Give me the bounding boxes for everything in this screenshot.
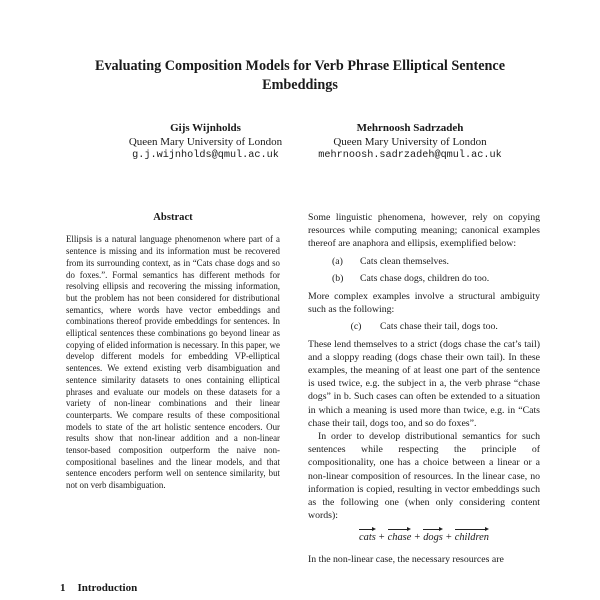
- paragraph: In order to develop distributional semantics for such sentences while respecting the principle of compositionality, one has a choice between a linear or a non-linear composition of resources. In the linear case, no information is copied, resulting in vector embeddings such as the following one (when only considering content words):: [308, 431, 540, 522]
- author-2: [296, 121, 524, 163]
- example-label: (c): [350, 321, 362, 333]
- author-affiliation: Queen Mary University of London: [333, 136, 487, 148]
- paragraph: Some linguistic phenomena, however, rely on copying resources while computing meaning; canonical examples thereof are anaphora and ellipsis, exemplified below:: [308, 212, 540, 250]
- left-column: [60, 212, 286, 492]
- paper-title: Evaluating Composition Models for Verb Phrase Elliptical Sentence Embeddings: [94, 58, 505, 93]
- plus-operator: +: [414, 532, 421, 544]
- paragraph: These lend themselves to a strict (dogs chase the cat’s tail) and a sloppy reading (dogs chase their own tail). In these examples, the meaning of at least one part of the sentence is used twice, e.g. the subject in a, the verb phrase “chase dogs” in b. Such cases can often be extended to a situation in which a meaning is used more than twice, e.g. in “Cats chase their tail, dogs too, and so do foxes”.: [308, 338, 540, 429]
- author-name: Mehrnoosh Sadrzadeh: [356, 122, 464, 134]
- example-label: (b): [332, 272, 344, 284]
- author-email: g.j.wijnholds@qmul.ac.uk: [132, 150, 279, 161]
- example-label: (a): [332, 255, 343, 267]
- author-email: mehrnoosh.sadrzadeh@qmul.ac.uk: [318, 150, 502, 161]
- example-text: Cats chase their tail, dogs too.: [380, 321, 498, 333]
- paragraph: In the non-linear case, the necessary resources are: [308, 553, 504, 565]
- vector-term: dogs: [423, 528, 443, 544]
- example-text: Cats chase dogs, children do too.: [360, 272, 490, 284]
- example-b: [332, 272, 540, 285]
- author-affiliation: Queen Mary University of London: [128, 136, 283, 148]
- vector-term: children: [455, 528, 489, 544]
- section-number: 1: [60, 582, 66, 594]
- author-1: [88, 121, 323, 163]
- abstract-heading: Abstract: [153, 212, 193, 223]
- plus-operator: +: [378, 532, 385, 544]
- author-name: Gijs Wijnholds: [170, 122, 241, 134]
- example-c: [332, 320, 540, 333]
- abstract-text: Ellipsis is a natural language phenomenon where part of a sentence is missing and its information must be recovered from its surrounding context, as in “Cats chase dogs and so do foxes.”. Formal semantics has different methods for resolving ellipsis and recovering the missing information, but the problem has not been considered for distributional semantics, where words have vector embeddings and combinations thereof provide embeddings for sentences. In elliptical sentences these combinations go beyond linear as copying of elided information is necessary. In this paper, we develop different models for embedding VP-elliptical sentences. We extend existing verb disambiguation and sentence similarity datasets to ones containing elliptical phrases and evaluate our models on these datasets for a variety of non-linear combinations and their linear counterparts. We compare results of these compositional models to state of the art holistic sentence encoders. Our results show that non-linear addition and a non-linear tensor-based composition outperform the naive non-compositional baselines and the linear models, and that sentence encoders perform well on sentence similarity, but not on verb disambiguation.: [66, 234, 280, 491]
- example-text: Cats clean themselves.: [360, 255, 449, 267]
- vector-term: chase: [388, 528, 412, 544]
- section-title: Introduction: [77, 582, 138, 594]
- plus-operator: +: [445, 532, 452, 544]
- paragraph: More complex examples involve a structural ambiguity such as the following:: [308, 291, 540, 316]
- vector-term: cats: [359, 528, 376, 544]
- vector-sum-formula: [308, 528, 540, 544]
- section-heading: [60, 582, 137, 594]
- example-a: [332, 255, 540, 268]
- right-column: [308, 211, 540, 566]
